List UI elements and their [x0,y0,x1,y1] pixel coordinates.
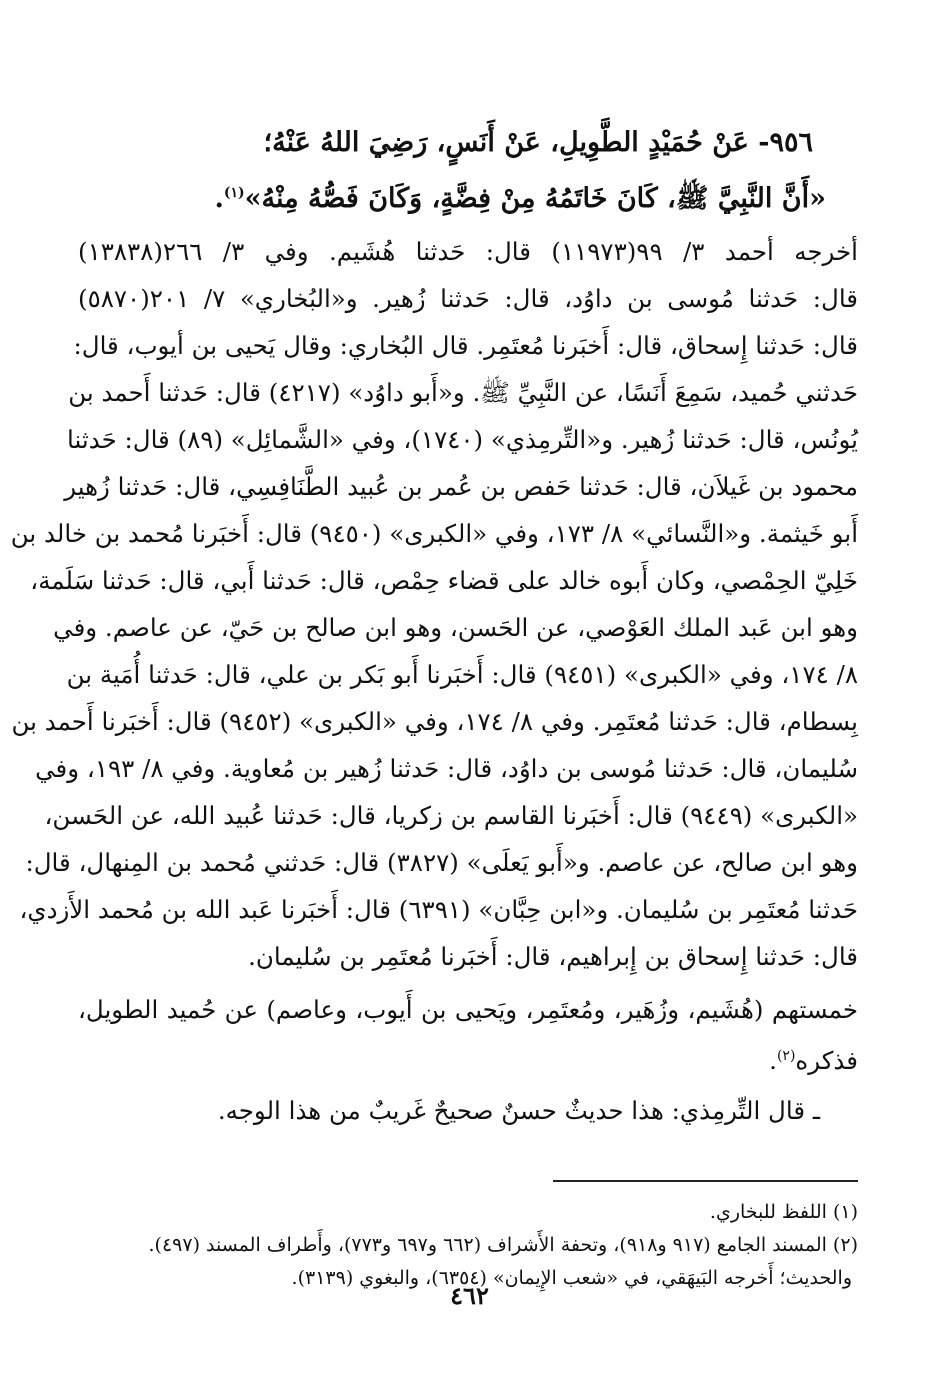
takhrij-line: حَدثني حُميد، سَمِعَ أَنَسًا، عن النَّبِيِّ ﷺ. و«أَبو داوُد» (٤٢١٧) قال: حَدثنا أَحمد بن [68,378,858,407]
takhrij-line: حَدثنا مُعتَمِر بن سُليمان. و«ابن حِبَّان» (٦٣٩١) قال: أَخبَرنا عَبد الله بن مُحمد الأَزدي، [19,895,858,924]
takhrij-line: أَبو خَيثمة. و«النَّسائي» ٨/ ١٧٣، وفي «الكبرى» (٩٤٥٠) قال: أَخبَرنا مُحمد بن خالد بن [10,519,858,548]
takhrij-line: خَلِيّ الحِمْصي، وكان أَبوه خالد على قضاء حِمْص، قال: حَدثنا أَبي، قال: حَدثنا سَلَمة، [30,566,858,595]
takhrij-line: أخرجه أحمد ٣/ ٩٩(١١٩٧٣) قال: حَدثنا هُشَيم. وفي ٣/ ٢٦٦(١٣٨٣٨) [78,237,858,266]
footnote-ref-2: (٢) [776,1048,796,1064]
summary-paragraph [78,986,858,1084]
summary-line: خمستهم (هُشَيم، وزُهَير، ومُعتَمِر، ويَحيى بن أَيوب، وعاصم) عن حُميد الطويل، [78,995,858,1024]
takhrij-line: بِسطام، قال: حَدثنا مُعتَمِر. وفي ٨/ ١٧٤، وفي «الكبرى» (٩٤٥٢) قال: أَخبَرنا أَحمد بن [11,707,858,736]
summary-text: فذكره [795,1046,858,1076]
footnote-separator [553,1180,858,1182]
takhrij-line: سُليمان، قال: حَدثنا مُوسى بن داوُد، قال: حَدثنا زُهير بن مُعاوية. وفي ٨/ ١٩٣، وفي [35,754,858,783]
takhrij-line: محمود بن غَيلاَن، قال: حَدثنا حَفص بن عُمر بن عُبيد الطَّنَافِسِي، قال: حَدثنا زُهير [64,472,858,501]
page-content [10,118,858,1295]
tirmidhi-comment: ـ قال التِّرمِذي: هذا حديثٌ حسنٌ صحيحٌ غَريبٌ من هذا الوجه. [217,1096,820,1126]
page-number: ٤٦٢ [450,1281,489,1310]
footnote-2-continued: والحديث؛ أَخرجه البَيهَقي، في «شعب الإِيمان» (٦٣٥٤)، والبغوي (٣١٣٩). [291,1267,852,1290]
hadith-line-2: «أَنَّ النَّبِيَّ ﷺ، كَانَ خَاتَمُهُ مِنْ فِضَّةٍ، وَكَانَ فَصُّهُ مِنْهُ»$^{(١)}$. [214,183,826,214]
takhrij-line: قال: حَدثنا إِسحاق بن إِبراهيم، قال: أَخبَرنا مُعتَمِر بن سُليمان. [248,942,858,971]
summary-line: فذكره$^{(٢)}$. [769,1046,858,1076]
takhrij-paragraph [10,228,858,980]
footnote-2: (٢) المسند الجامع (٩١٧ و٩١٨)، وتحفة الأَشراف (٦٦٢ و٦٩٧ و٧٧٣)، وأَطراف المسند (٤٩٧). [148,1234,858,1257]
takhrij-line: قال: حَدثنا إِسحاق، قال: أَخبَرنا مُعتَمِر. قال البُخاري: وقال يَحيى بن أيوب، قال: [73,331,858,360]
takhrij-line: «الكبرى» (٩٤٤٩) قال: أَخبَرنا القاسم بن زكريا، قال: حَدثنا عُبيد الله، عن الحَسن، [44,801,858,830]
takhrij-line: وهو ابن عَبد الملك العَوْصي، عن الحَسن، وهو ابن صالح بن حَيّ، عن عاصم. وفي [53,613,858,642]
hadith-matn: «أَنَّ النَّبِيَّ ﷺ، كَانَ خَاتَمُهُ مِنْ فِضَّةٍ، وَكَانَ فَصُّهُ مِنْهُ» [244,183,826,214]
takhrij-line: قال: حَدثنا مُوسى بن داوُد، قال: حَدثنا زُهير. و«البُخاري» ٧/ ٢٠١(٥٨٧٠) [78,284,858,313]
takhrij-line: ٨/ ١٧٤، وفي «الكبرى» (٩٤٥١) قال: أَخبَرنا أَبو بَكر بن علي، قال: حَدثنا أُمَية بن [66,660,858,689]
hadith-line-1: ٩٥٦- عَنْ حُمَيْدٍ الطَّوِيلِ، عَنْ أَنَسٍ، رَضِيَ اللهُ عَنْهُ؛ [263,127,813,158]
takhrij-line: يُونُس، قال: حَدثنا زُهير. و«التِّرمِذي» (١٧٤٠)، وفي «الشَّمائِل» (٨٩) قال: حَدثنا [67,425,858,454]
footnote-1: (١) اللفظ للبخاري. [709,1201,858,1224]
footnote-ref-1: (١) [223,185,245,201]
takhrij-line: وهو ابن صالح، عن عاصم. و«أَبو يَعلَى» (٣٨٢٧) قال: حَدثني مُحمد بن المِنهال، قال: [25,848,858,877]
